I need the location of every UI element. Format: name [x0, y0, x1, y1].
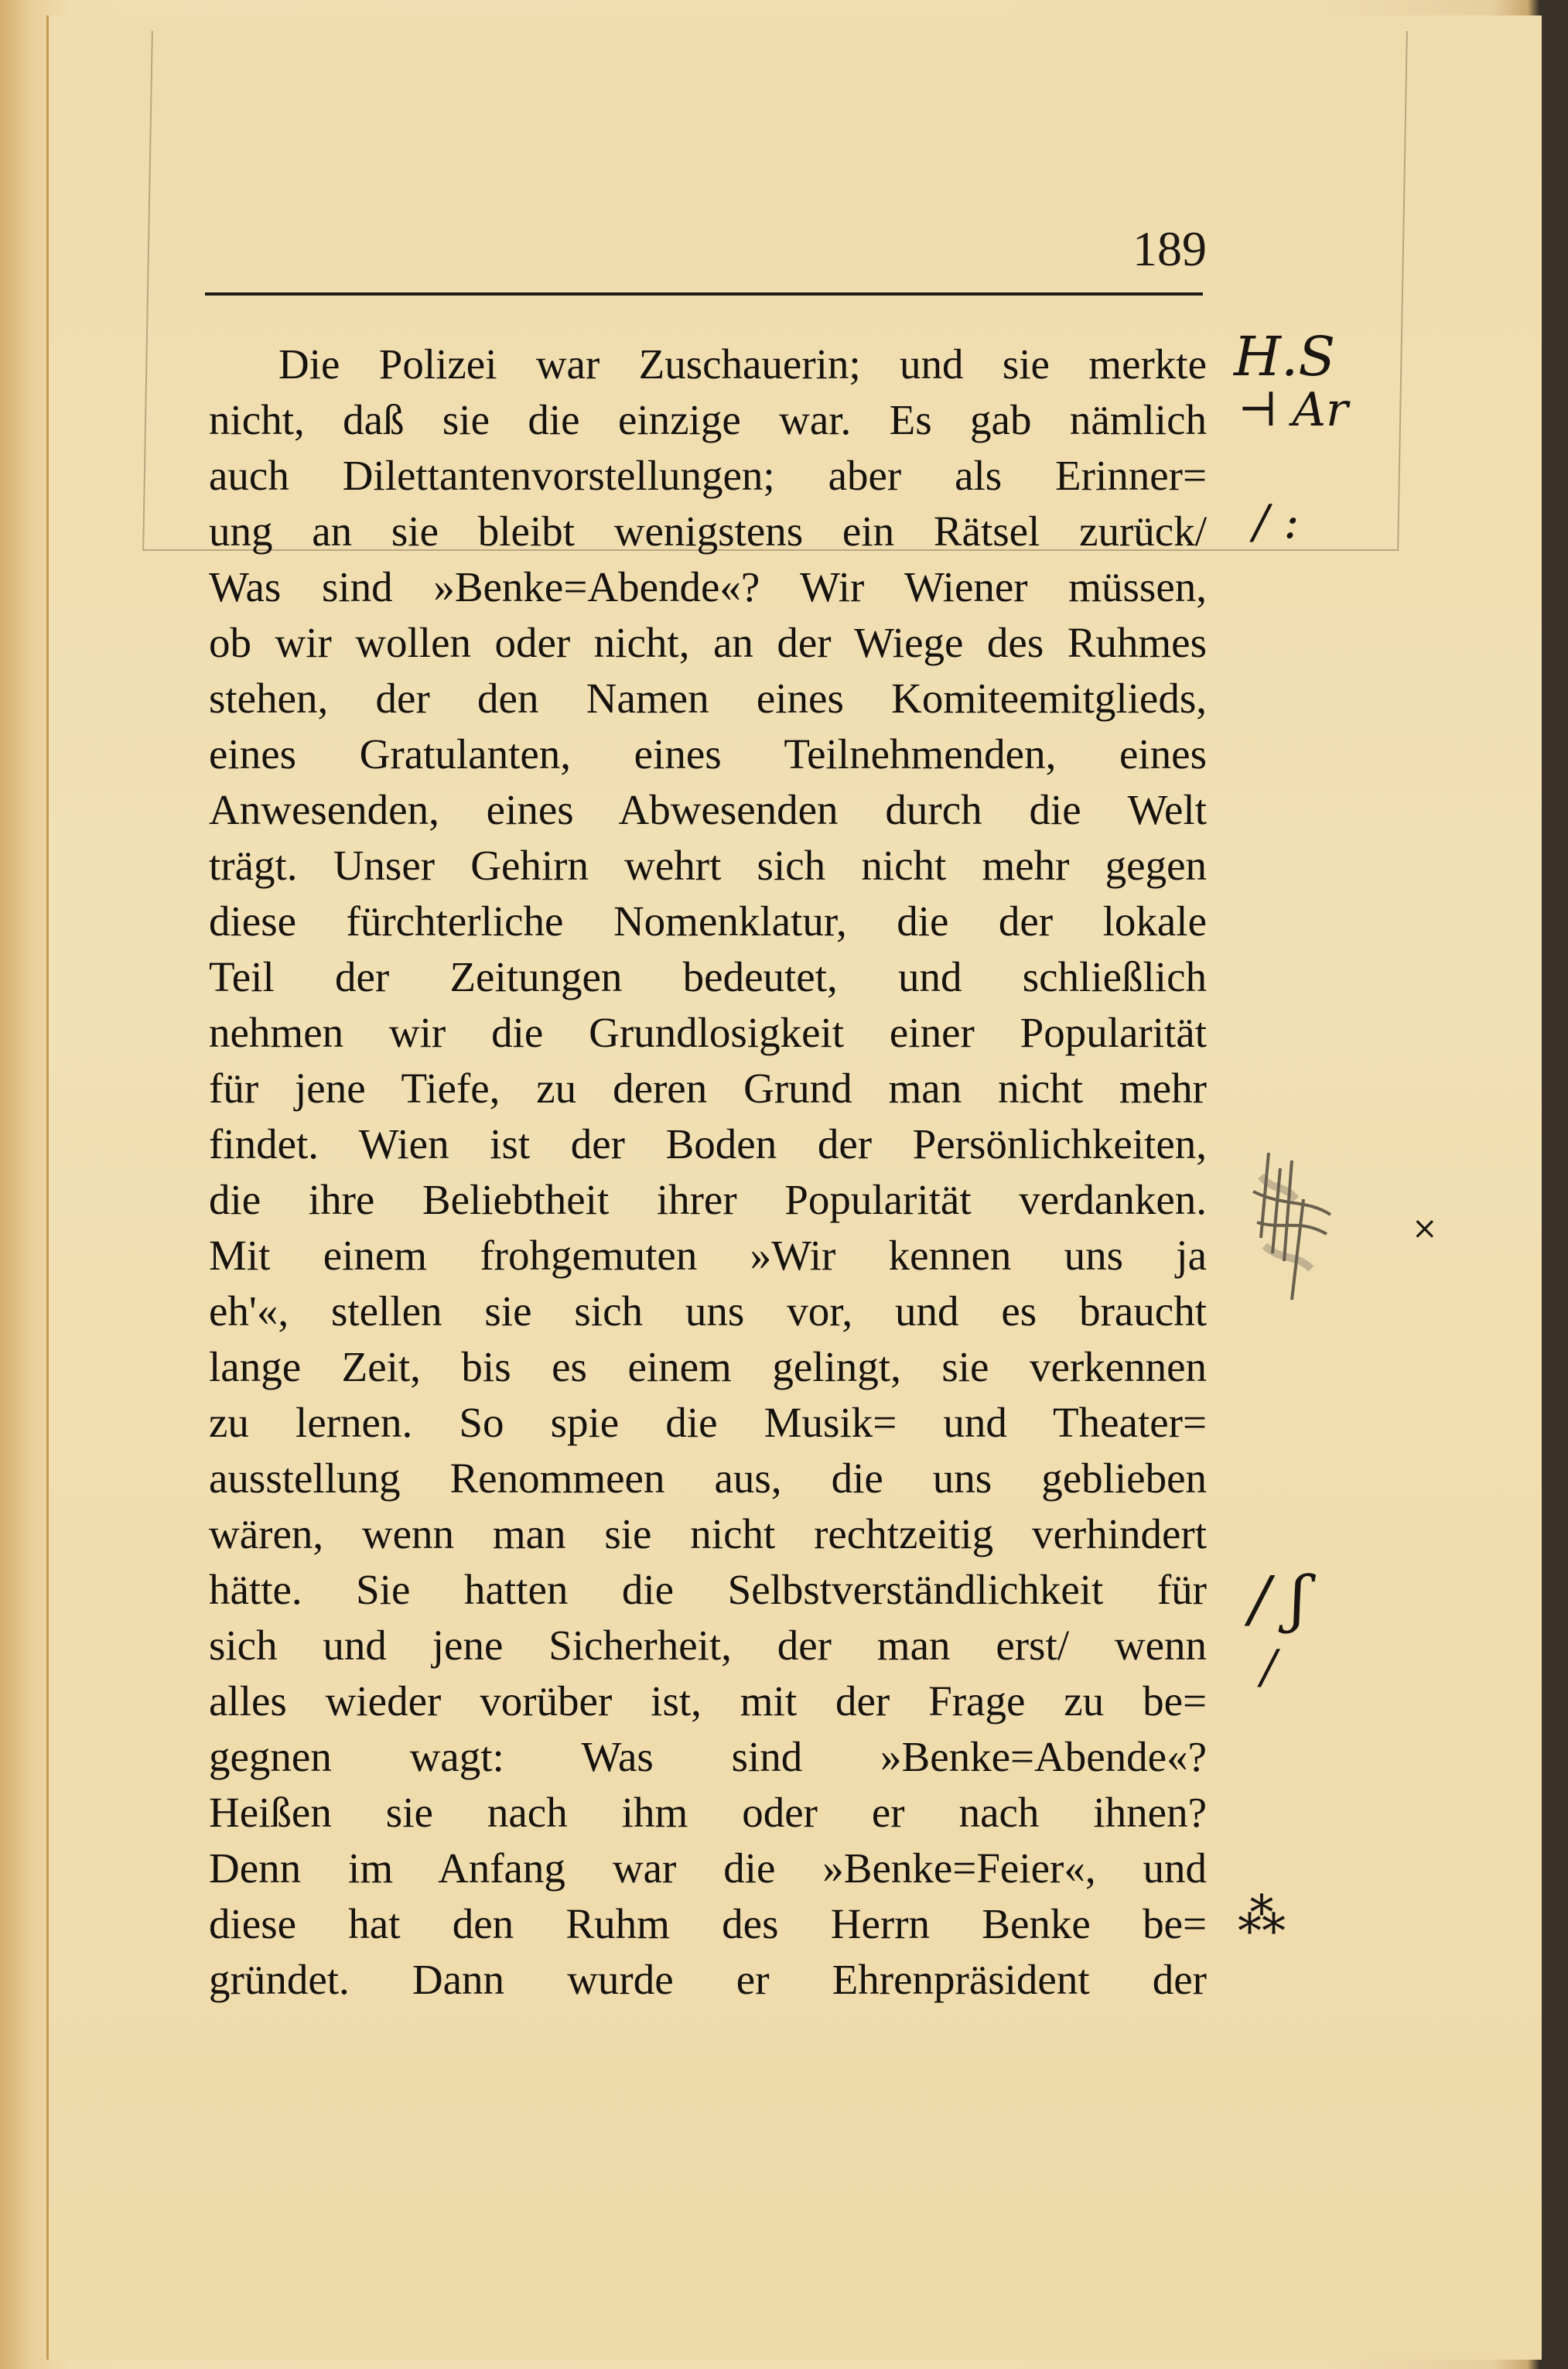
- text-line: alles wieder vorüber ist, mit der Frage zu be=: [209, 1677, 1207, 1725]
- text-line: Was sind »Benke=Abende«? Wir Wiener müssen,: [209, 563, 1207, 610]
- text-line: nicht, daß sie die einzige war. Es gab nämlich: [209, 396, 1207, 443]
- text-line: Mit einem frohgemuten »Wir kennen uns ja: [209, 1232, 1207, 1279]
- text-line: diese fürchterliche Nomenklatur, die der lokale: [209, 897, 1207, 945]
- pencil-scribble-icon: [1238, 1145, 1338, 1308]
- text-line: gegnen wagt: Was sind »Benke=Abende«?: [209, 1733, 1207, 1780]
- text-line: trägt. Unser Gehirn wehrt sich nicht mehr gegen: [209, 842, 1207, 889]
- page-number: 189: [1132, 221, 1207, 276]
- text-line: zu lernen. So spie die Musik= und Theater=: [209, 1399, 1207, 1446]
- text-line: wären, wenn man sie nicht rechtzeitig verhindert: [209, 1510, 1207, 1557]
- text-line: Anwesenden, eines Abwesenden durch die Welt: [209, 786, 1207, 833]
- text-line: ung an sie bleibt wenigstens ein Rätsel zurück/: [209, 508, 1207, 555]
- text-line: eh'«, stellen sie sich uns vor, und es braucht: [209, 1287, 1207, 1335]
- margin-note-tick: /: [1261, 1640, 1277, 1694]
- text-line: diese hat den Ruhm des Herrn Benke be=: [209, 1900, 1207, 1947]
- text-line: findet. Wien ist der Boden der Persönlichkeiten,: [209, 1120, 1207, 1167]
- text-line: Heißen sie nach ihm oder er nach ihnen?: [209, 1789, 1207, 1836]
- text-line: ausstellung Renommeen aus, die uns geblieben: [209, 1455, 1207, 1502]
- text-line: hätte. Sie hatten die Selbstverständlichkeit für: [209, 1566, 1207, 1613]
- text-line: auch Dilettantenvorstellungen; aber als Erinner=: [209, 452, 1207, 499]
- margin-note-hs: H.S: [1234, 325, 1336, 388]
- text-line: Denn im Anfang war die »Benke=Feier«, und: [209, 1844, 1207, 1892]
- margin-note-dr: ⊣ Ar: [1238, 383, 1348, 437]
- margin-note-lp: / ʃ: [1249, 1563, 1307, 1635]
- text-line: Die Polizei war Zuschauerin; und sie merkte: [278, 340, 1207, 388]
- margin-note-star: ⁂: [1238, 1888, 1286, 1944]
- text-line: stehen, der den Namen eines Komiteemitglieds,: [209, 675, 1207, 722]
- text-line: ob wir wollen oder nicht, an der Wiege des Ruhmes: [209, 619, 1207, 666]
- header-rule: [205, 292, 1203, 296]
- text-line: Teil der Zeitungen bedeutet, und schließlich: [209, 953, 1207, 1000]
- body-text: [209, 337, 1207, 2008]
- text-line: sich und jene Sicherheit, der man erst/ wenn: [209, 1622, 1207, 1669]
- text-line: gründet. Dann wurde er Ehrenpräsident der: [209, 1956, 1207, 2003]
- margin-note-colon: / :: [1253, 495, 1300, 549]
- margin-note-x: ×: [1412, 1211, 1438, 1246]
- text-line: nehmen wir die Grundlosigkeit einer Popularität: [209, 1009, 1207, 1056]
- text-line: die ihre Beliebtheit ihrer Popularität verdanken.: [209, 1176, 1207, 1223]
- text-line: eines Gratulanten, eines Teilnehmenden, eines: [209, 730, 1207, 778]
- text-line: lange Zeit, bis es einem gelingt, sie verkennen: [209, 1343, 1207, 1390]
- text-line: für jene Tiefe, zu deren Grund man nicht mehr: [209, 1065, 1207, 1112]
